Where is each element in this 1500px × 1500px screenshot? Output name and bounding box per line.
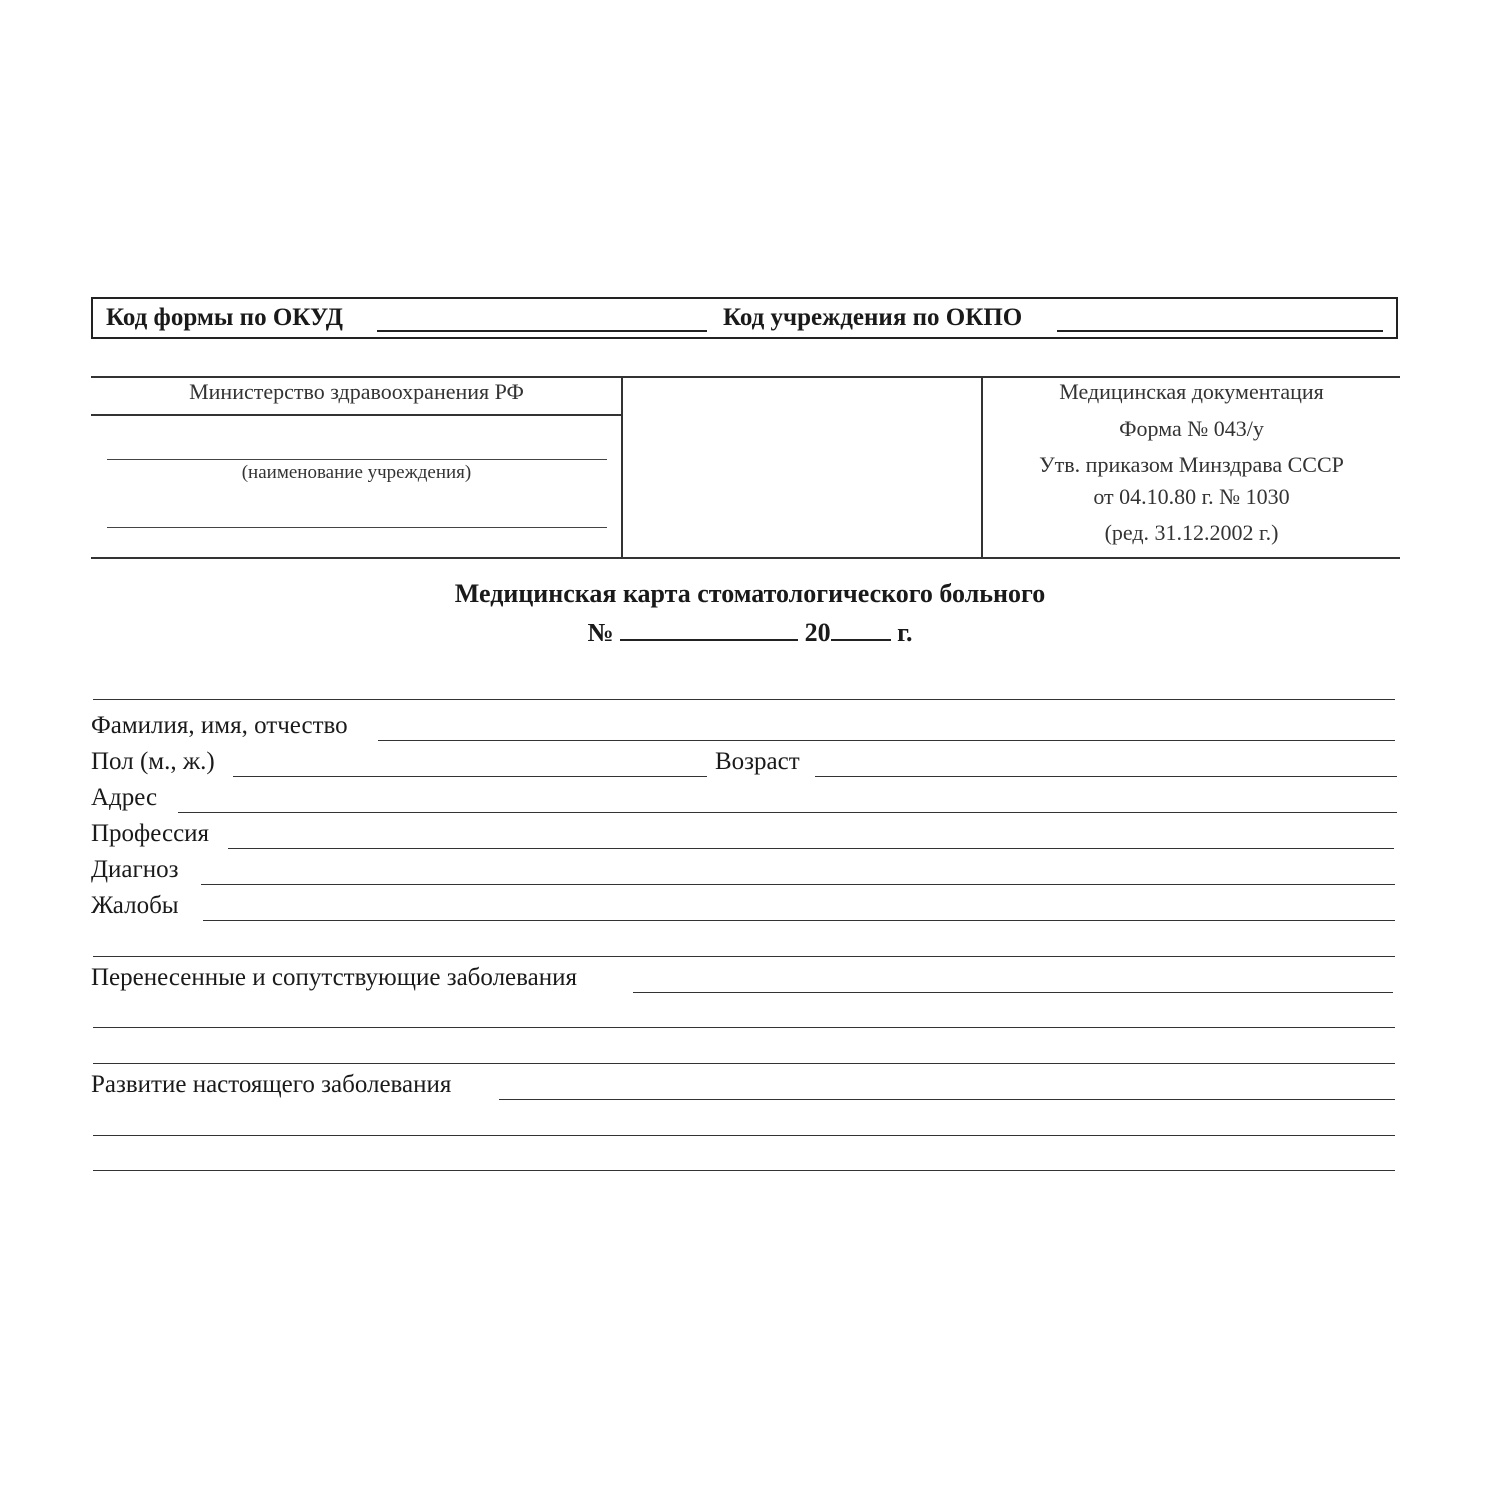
- okpo-input-line[interactable]: [1057, 330, 1383, 332]
- okud-input-line[interactable]: [377, 330, 707, 332]
- institution-name-line-1[interactable]: [107, 459, 607, 460]
- past-diseases-line[interactable]: [633, 992, 1393, 993]
- page-title: Медицинская карта стоматологического больного: [454, 579, 1046, 608]
- present-disease-line-2[interactable]: [93, 1135, 1395, 1136]
- revision-text: (ред. 31.12.2002 г.): [1104, 520, 1279, 545]
- form-number: Форма № 043/у: [1119, 416, 1264, 441]
- full-name-line[interactable]: [378, 740, 1395, 741]
- form-code-box: [91, 297, 1398, 339]
- past-diseases-line-2[interactable]: [93, 1027, 1395, 1028]
- ministry-name: Министерство здравоохранения РФ: [189, 379, 524, 404]
- full-name-label: Фамилия, имя, отчество: [91, 712, 348, 739]
- institution-caption: (наименование учреждения): [241, 462, 472, 483]
- year-suffix: г.: [897, 618, 913, 647]
- number-sign: №: [587, 618, 614, 647]
- okpo-label: Код учреждения по ОКПО: [723, 304, 1023, 331]
- doc-type: Медицинская документация: [1059, 379, 1324, 404]
- year-prefix: 20: [804, 618, 831, 647]
- complaints-line-2[interactable]: [93, 956, 1395, 957]
- header-bottom-rule: [91, 557, 1400, 559]
- present-disease-line[interactable]: [499, 1099, 1395, 1100]
- age-line[interactable]: [815, 776, 1397, 777]
- institution-name-line-2[interactable]: [107, 527, 607, 528]
- header-top-rule: [91, 376, 1400, 378]
- year-line[interactable]: [831, 639, 891, 641]
- sex-line[interactable]: [233, 776, 707, 777]
- diagnosis-line[interactable]: [201, 884, 1395, 885]
- address-line[interactable]: [178, 812, 1397, 813]
- card-number-row: [0, 618, 1500, 648]
- ministry-divider: [91, 414, 622, 416]
- past-diseases-label: Перенесенные и сопутствующие заболевания: [91, 964, 577, 991]
- order-text: от 04.10.80 г. № 1030: [1093, 484, 1290, 509]
- present-disease-line-3[interactable]: [93, 1170, 1395, 1171]
- profession-label: Профессия: [91, 820, 210, 847]
- blank-line[interactable]: [93, 699, 1395, 700]
- complaints-line[interactable]: [203, 920, 1395, 921]
- address-label: Адрес: [91, 784, 158, 811]
- sex-label: Пол (м., ж.): [91, 748, 215, 775]
- okud-label: Код формы по ОКУД: [106, 304, 343, 331]
- approval-text: Утв. приказом Минздрава СССР: [1039, 452, 1344, 477]
- profession-line[interactable]: [228, 848, 1394, 849]
- diagnosis-label: Диагноз: [91, 856, 179, 883]
- age-label: Возраст: [715, 748, 800, 775]
- card-number-line[interactable]: [620, 639, 798, 641]
- past-diseases-line-3[interactable]: [93, 1063, 1395, 1064]
- present-disease-label: Развитие настоящего заболевания: [91, 1071, 452, 1098]
- complaints-label: Жалобы: [91, 892, 179, 919]
